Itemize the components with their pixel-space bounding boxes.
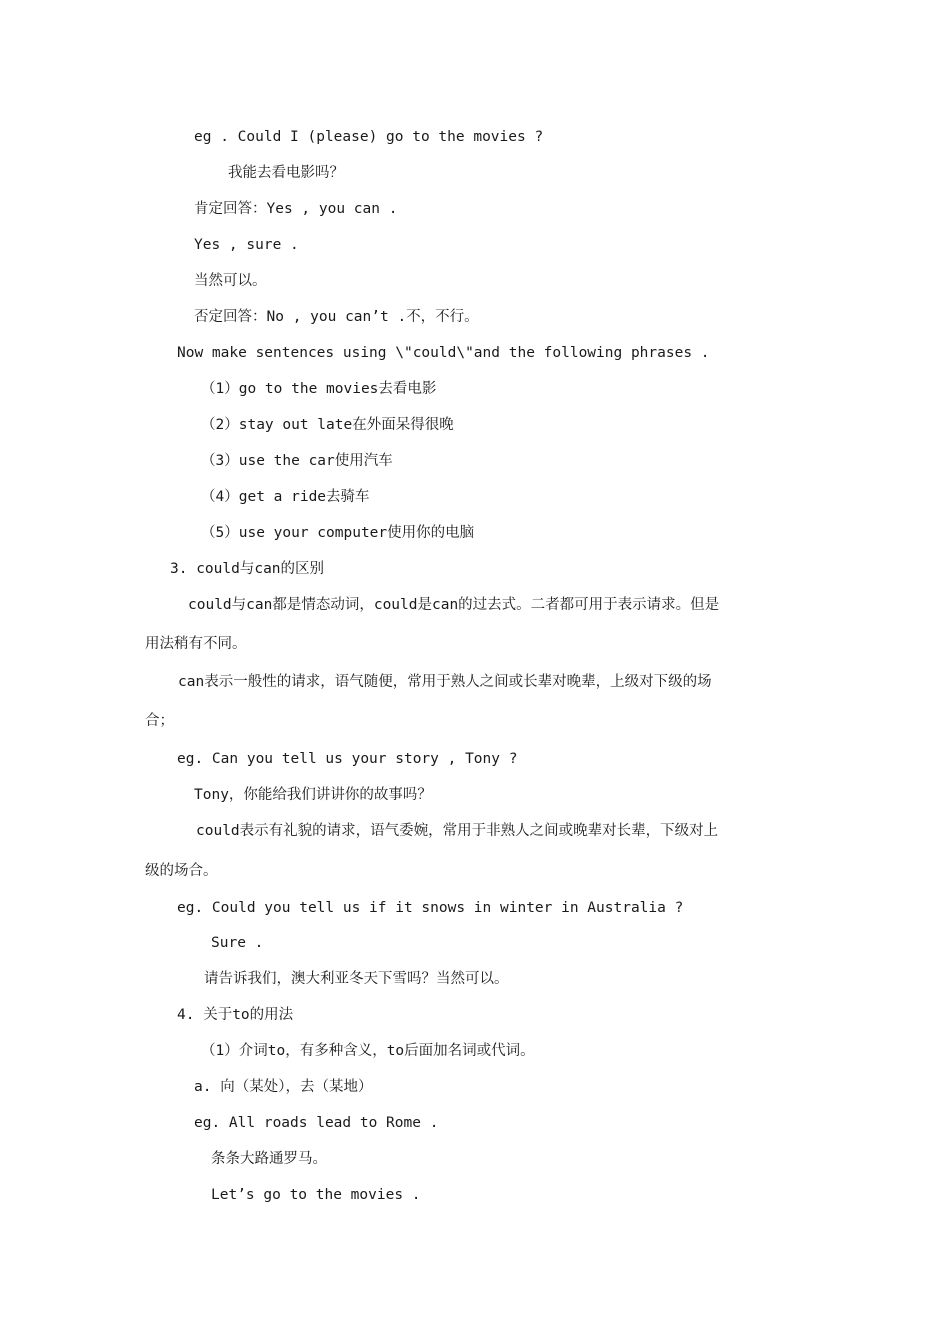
paragraph-line: could表示有礼貌的请求，语气委婉，常用于非熟人之间或晚辈对长辈，下级对上 [196,823,719,839]
phrase-item: （2）stay out late在外面呆得很晚 [201,417,454,433]
example-line: eg. Could you tell us if it snows in winter in Australia ? [177,900,684,916]
section-heading: 3. could与can的区别 [170,561,325,577]
phrase-item: （1）go to the movies去看电影 [201,381,437,397]
answer-line: Sure . [211,935,264,951]
phrase-item: （3）use the car使用汽车 [201,453,393,469]
phrase-item: （4）get a ride去骑车 [201,489,370,505]
example-could-movies: eg . Could I (please) go to the movies ? [194,129,544,145]
phrase-item: （5）use your computer使用你的电脑 [201,525,475,541]
positive-answer-line: 肯定回答：Yes , you can . [194,201,398,217]
example-line: eg. All roads lead to Rome . [194,1115,439,1131]
paragraph-line: can表示一般性的请求，语气随便，常用于熟人之间或长辈对晚辈，上级对下级的场 [178,674,712,690]
paragraph-line: 用法稍有不同。 [145,636,247,652]
list-item: a. 向（某处），去（某地） [194,1079,373,1095]
section-heading: 4. 关于to的用法 [177,1007,294,1023]
translation-line: 条条大路通罗马。 [211,1151,327,1167]
negative-answer-line: 否定回答：No , you can’t .不，不行。 [194,309,479,325]
translation-line: 我能去看电影吗？ [228,165,344,181]
translation-line: 当然可以。 [194,273,267,289]
subsection-line: （1）介词to，有多种含义，to后面加名词或代词。 [201,1043,535,1059]
example-line: eg. Can you tell us your story , Tony ? [177,751,518,767]
translation-line: Tony，你能给我们讲讲你的故事吗？ [194,787,432,803]
paragraph-line: 合； [145,713,174,729]
exercise-instruction: Now make sentences using \"could\"and the following phrases . [177,345,710,361]
answer-line: Yes , sure . [194,237,299,253]
translation-line: 请告诉我们，澳大利亚冬天下雪吗？当然可以。 [204,971,509,987]
example-line: Let’s go to the movies . [211,1187,421,1203]
paragraph-line: 级的场合。 [145,863,218,879]
paragraph-line: could与can都是情态动词，could是can的过去式。二者都可用于表示请求。但是 [188,597,720,613]
